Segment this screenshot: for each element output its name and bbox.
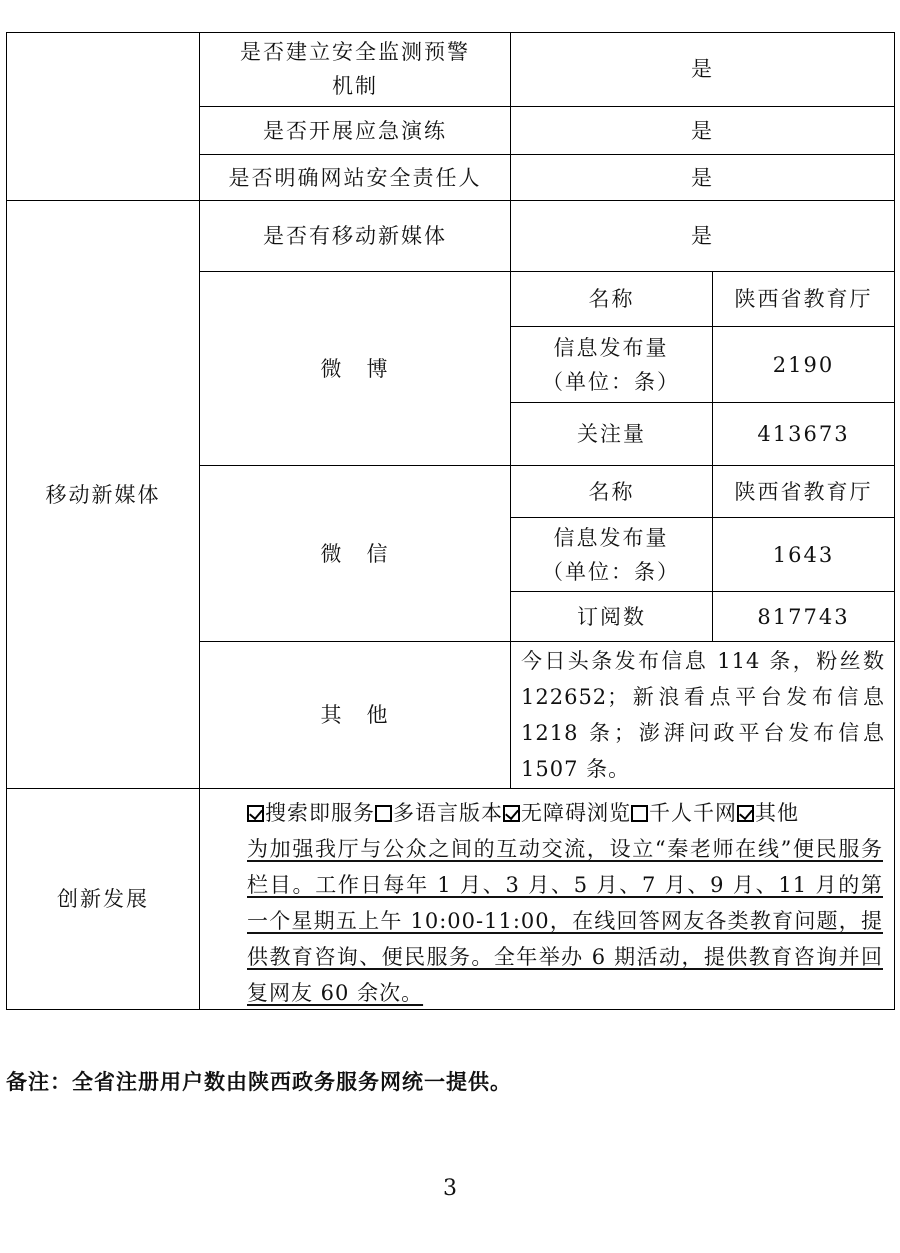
footnote: 备注：全省注册用户数由陕西政务服务网统一提供。 (6, 1070, 512, 1094)
innovation-section-label: 创新发展 (57, 887, 149, 911)
weibo-posts-label: 信息发布量（单位：条） (542, 335, 680, 394)
page-number: 3 (443, 1176, 457, 1201)
wechat-sub-label: 订阅数 (577, 604, 646, 629)
weibo-name-label: 名称 (588, 287, 635, 311)
weibo-follow-value: 413673 (757, 422, 850, 446)
checkbox-checked-icon (247, 805, 264, 822)
weibo-name-value: 陕西省教育厅 (734, 287, 873, 311)
option-search-service[interactable]: 搜索即服务 (247, 801, 375, 825)
wechat-sub-value: 817743 (757, 604, 850, 629)
option-accessibility[interactable]: 无障碍浏览 (503, 801, 631, 825)
mobile-has-answer: 是 (691, 224, 714, 248)
other-text: 今日头条发布信息 114 条，粉丝数 122652；新浪看点平台发布信息 1218 条；澎湃问政平台发布信息 1507 条。 (521, 649, 885, 781)
option-multilingual[interactable]: 多语言版本 (375, 801, 503, 825)
weibo-posts-value: 2190 (772, 352, 835, 377)
option-other[interactable]: 其他 (737, 801, 799, 825)
weibo-follow-label: 关注量 (577, 422, 646, 446)
other-label: 其 他 (320, 703, 390, 727)
table-border-right (894, 32, 895, 1010)
drill-answer: 是 (691, 118, 714, 143)
wechat-label: 微 信 (320, 541, 390, 566)
checkbox-empty-icon (631, 805, 648, 822)
checkbox-checked-icon (737, 805, 754, 822)
wechat-posts-value: 1643 (772, 542, 835, 567)
wechat-name-label: 名称 (588, 479, 635, 504)
responsible-question: 是否明确网站安全责任人 (228, 165, 482, 190)
monitoring-answer: 是 (691, 57, 714, 81)
innovation-content (247, 795, 883, 1011)
innovation-options (247, 795, 883, 831)
weibo-label: 微 博 (320, 356, 390, 381)
innovation-description: 为加强我厅与公众之间的互动交流，设立“秦老师在线”便民服务栏目。工作日每年 1 月、3 月、5 月、7 月、9 月、11 月的第一个星期五上午 10:00-11:00，在线回答网友各类教育问题，提供教育咨询、便民服务。全年举办 6 期活动，提供教育咨询并回复网友 60 余次。 (247, 837, 883, 1005)
mobile-section-label: 移动新媒体 (45, 482, 161, 507)
checkbox-checked-icon (503, 805, 520, 822)
monitoring-question: 是否建立安全监测预警机制 (240, 40, 470, 98)
option-personalized[interactable]: 千人千网 (631, 801, 737, 825)
drill-question: 是否开展应急演练 (263, 118, 447, 143)
wechat-posts-label: 信息发布量（单位：条） (542, 525, 680, 584)
responsible-answer: 是 (691, 165, 714, 190)
mobile-has-question: 是否有移动新媒体 (263, 224, 447, 248)
checkbox-empty-icon (375, 805, 392, 822)
wechat-name-value: 陕西省教育厅 (734, 479, 873, 504)
